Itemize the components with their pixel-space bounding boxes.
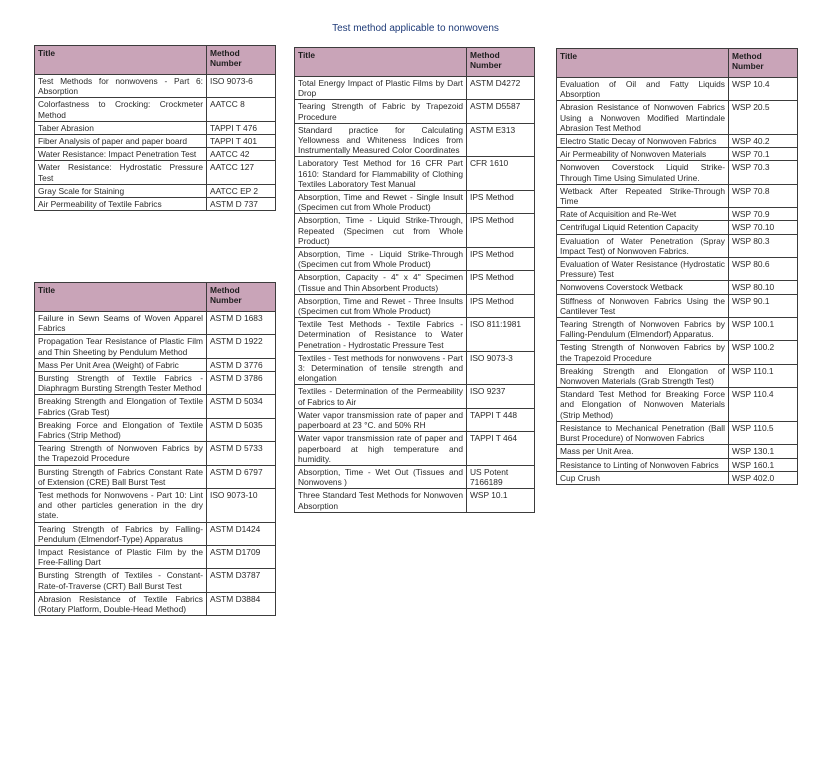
table-row	[35, 75, 276, 98]
table-row	[557, 458, 798, 471]
test-title-cell: Taber Abrasion	[35, 121, 207, 134]
test-title-cell: Absorption, Time and Rewet - Single Insult (Specimen cut from Whole Product)	[295, 191, 467, 214]
test-title-cell: Absorption, Time - Wet Out (Tissues and Nonwovens )	[295, 465, 467, 488]
table-row	[295, 77, 535, 100]
test-title-cell: Resistance to Linting of Nonwoven Fabrics	[557, 458, 729, 471]
table-row	[557, 294, 798, 317]
test-title-cell: Absorption, Capacity - 4" x 4" Specimen (Tissue and Thin Absorbent Products)	[295, 271, 467, 294]
test-title-cell: Resistance to Mechanical Penetration (Ball Burst Procedure) of Nonwoven Fabrics	[557, 421, 729, 444]
table-row	[35, 372, 276, 395]
table-row	[35, 135, 276, 148]
method-number-cell: WSP 10.1	[467, 489, 535, 512]
table-row	[295, 123, 535, 157]
table-row	[557, 258, 798, 281]
table-row	[557, 135, 798, 148]
table-row	[295, 465, 535, 488]
table-row	[557, 445, 798, 458]
table-row	[295, 294, 535, 317]
method-number-cell: AATCC EP 2	[207, 184, 276, 197]
method-number-cell: ASTM E313	[467, 123, 535, 157]
method-number-cell: ASTM D3787	[207, 569, 276, 592]
method-number-cell: WSP 130.1	[729, 445, 798, 458]
method-number-cell: AATCC 8	[207, 98, 276, 121]
method-table-2	[34, 282, 276, 616]
method-table-3	[294, 47, 535, 513]
method-number-cell: WSP 10.4	[729, 78, 798, 101]
table-row	[557, 78, 798, 101]
table-row	[557, 421, 798, 444]
method-number-cell: ASTM D1424	[207, 522, 276, 545]
test-title-cell: Air Permeability of Textile Fabrics	[35, 198, 207, 211]
test-title-cell: Nonwovens Coverstock Wetback	[557, 281, 729, 294]
method-header: Method Number	[207, 283, 276, 312]
method-number-cell: WSP 110.4	[729, 388, 798, 422]
table-row	[557, 184, 798, 207]
table-row	[557, 318, 798, 341]
table-row	[557, 208, 798, 221]
test-title-cell: Fiber Analysis of paper and paper board	[35, 135, 207, 148]
test-title-cell: Textiles - Test methods for nonwovens - Part 3: Determination of tensile strength and elongation	[295, 351, 467, 385]
test-title-cell: Cup Crush	[557, 471, 729, 484]
method-number-cell: ISO 811:1981	[467, 318, 535, 352]
table-row	[295, 157, 535, 191]
table-row	[295, 191, 535, 214]
method-number-cell: IPS Method	[467, 271, 535, 294]
method-number-cell: ASTM D1709	[207, 546, 276, 569]
test-title-cell: Total Energy Impact of Plastic Films by Dart Drop	[295, 77, 467, 100]
test-title-cell: Textile Test Methods - Textile Fabrics - Determination of Resistance to Water Penetration - Hydrostatic Pressure Test	[295, 318, 467, 352]
method-number-cell: WSP 80.6	[729, 258, 798, 281]
method-number-cell: ASTM D 1922	[207, 335, 276, 358]
table-row	[35, 358, 276, 371]
method-number-cell: WSP 40.2	[729, 135, 798, 148]
table-row	[35, 442, 276, 465]
method-number-cell: TAPPI T 464	[467, 432, 535, 466]
method-number-cell: IPS Method	[467, 191, 535, 214]
table-row	[35, 465, 276, 488]
table-row	[557, 471, 798, 484]
test-title-cell: Standard Test Method for Breaking Force and Elongation of Nonwoven Materials (Strip Method)	[557, 388, 729, 422]
table-row	[35, 198, 276, 211]
test-title-cell: Laboratory Test Method for 16 CFR Part 1610: Standard for Flammability of Clothing Textiles Laboratory Test Manual	[295, 157, 467, 191]
test-title-cell: Tearing Strength of Nonwoven Fabrics by Falling-Pendulum (Elmendorf) Apparatus.	[557, 318, 729, 341]
test-title-cell: Tearing Strength of Fabrics by Falling-Pendulum (Elmendorf-Type) Apparatus	[35, 522, 207, 545]
table-row	[295, 489, 535, 512]
method-number-cell: WSP 100.2	[729, 341, 798, 364]
method-number-cell: WSP 402.0	[729, 471, 798, 484]
table-row	[295, 432, 535, 466]
method-number-cell: WSP 70.3	[729, 161, 798, 184]
method-number-cell: IPS Method	[467, 248, 535, 271]
table-row	[557, 234, 798, 257]
method-number-cell: ASTM D3884	[207, 592, 276, 615]
test-title-cell: Nonwoven Coverstock Liquid Strike-Through Time Using Simulated Urine.	[557, 161, 729, 184]
table-row	[557, 161, 798, 184]
method-number-cell: TAPPI T 448	[467, 408, 535, 431]
test-title-cell: Evaluation of Water Resistance (Hydrostatic Pressure) Test	[557, 258, 729, 281]
table-row	[557, 221, 798, 234]
method-header: Method Number	[207, 46, 276, 75]
test-title-cell: Propagation Tear Resistance of Plastic Film and Thin Sheeting by Pendulum Method	[35, 335, 207, 358]
test-title-cell: Breaking Force and Elongation of Textile Fabrics (Strip Method)	[35, 418, 207, 441]
test-title-cell: Water vapor transmission rate of paper and paperboard at 23 °C. and 50% RH	[295, 408, 467, 431]
table-row	[295, 408, 535, 431]
method-number-cell: IPS Method	[467, 294, 535, 317]
test-title-cell: Abrasion Resistance of Nonwoven Fabrics Using a Nonwoven Modified Martindale Abrasion Test Method	[557, 101, 729, 135]
test-title-cell: Gray Scale for Staining	[35, 184, 207, 197]
test-title-cell: Bursting Strength of Textile Fabrics - Diaphragm Bursting Strength Tester Method	[35, 372, 207, 395]
table-row	[35, 98, 276, 121]
method-number-cell: WSP 80.10	[729, 281, 798, 294]
method-number-cell: ASTM D5587	[467, 100, 535, 123]
test-title-cell: Water vapor transmission rate of paper and paperboard at high temperature and humidity.	[295, 432, 467, 466]
method-number-cell: AATCC 42	[207, 148, 276, 161]
test-title-cell: Failure in Sewn Seams of Woven Apparel Fabrics	[35, 312, 207, 335]
table-row	[35, 546, 276, 569]
test-title-cell: Impact Resistance of Plastic Film by the Free-Falling Dart	[35, 546, 207, 569]
table-row	[295, 351, 535, 385]
test-title-cell: Tearing Strength of Fabric by Trapezoid Procedure	[295, 100, 467, 123]
table-row	[295, 100, 535, 123]
method-number-cell: WSP 70.10	[729, 221, 798, 234]
test-title-cell: Three Standard Test Methods for Nonwoven Absorption	[295, 489, 467, 512]
table-row	[35, 148, 276, 161]
method-number-cell: TAPPI T 401	[207, 135, 276, 148]
table-row	[35, 161, 276, 184]
test-title-cell: Textiles - Determination of the Permeability of Fabrics to Air	[295, 385, 467, 408]
table-row	[35, 121, 276, 134]
method-number-cell: AATCC 127	[207, 161, 276, 184]
table-row	[557, 148, 798, 161]
table-row	[557, 388, 798, 422]
test-title-cell: Test Methods for nonwovens - Part 6: Absorption	[35, 75, 207, 98]
test-title-cell: Water Resistance: Hydrostatic Pressure Test	[35, 161, 207, 184]
method-number-cell: IPS Method	[467, 214, 535, 248]
table-row	[557, 341, 798, 364]
method-number-cell: ASTM D 1683	[207, 312, 276, 335]
table-row	[295, 271, 535, 294]
table-row	[35, 489, 276, 523]
test-title-cell: Centrifugal Liquid Retention Capacity	[557, 221, 729, 234]
title-header: Title	[35, 283, 207, 312]
table-row	[295, 248, 535, 271]
method-number-cell: ASTM D4272	[467, 77, 535, 100]
method-number-cell: ASTM D 5035	[207, 418, 276, 441]
method-number-cell: WSP 110.5	[729, 421, 798, 444]
test-title-cell: Breaking Strength and Elongation of Nonwoven Materials (Grab Strength Test)	[557, 364, 729, 387]
test-title-cell: Evaluation of Oil and Fatty Liquids Absorption	[557, 78, 729, 101]
test-title-cell: Electro Static Decay of Nonwoven Fabrics	[557, 135, 729, 148]
method-number-cell: ASTM D 5034	[207, 395, 276, 418]
method-header: Method Number	[467, 48, 535, 77]
test-title-cell: Breaking Strength and Elongation of Textile Fabrics (Grab Test)	[35, 395, 207, 418]
test-title-cell: Absorption, Time - Liquid Strike-Through, Repeated (Specimen cut from Whole Product)	[295, 214, 467, 248]
method-header: Method Number	[729, 49, 798, 78]
table-row	[35, 592, 276, 615]
method-number-cell: WSP 70.9	[729, 208, 798, 221]
title-header: Title	[557, 49, 729, 78]
test-title-cell: Mass Per Unit Area (Weight) of Fabric	[35, 358, 207, 371]
test-title-cell: Air Permeability of Nonwoven Materials	[557, 148, 729, 161]
test-title-cell: Test methods for Nonwovens - Part 10: Lint and other particles generation in the dry state.	[35, 489, 207, 523]
test-title-cell: Rate of Acquisition and Re-Wet	[557, 208, 729, 221]
method-table-1	[34, 45, 276, 211]
page-title: Test method applicable to nonwovens	[332, 23, 499, 34]
test-title-cell: Water Resistance: Impact Penetration Test	[35, 148, 207, 161]
test-title-cell: Absorption, Time - Liquid Strike-Through (Specimen cut from Whole Product)	[295, 248, 467, 271]
test-title-cell: Stiffness of Nonwoven Fabrics Using the Cantilever Test	[557, 294, 729, 317]
method-table-4	[556, 48, 798, 485]
method-number-cell: ASTM D 3786	[207, 372, 276, 395]
method-number-cell: WSP 90.1	[729, 294, 798, 317]
method-number-cell: WSP 160.1	[729, 458, 798, 471]
table-row	[35, 418, 276, 441]
table-row	[35, 569, 276, 592]
method-number-cell: WSP 80.3	[729, 234, 798, 257]
method-number-cell: WSP 110.1	[729, 364, 798, 387]
method-number-cell: WSP 20.5	[729, 101, 798, 135]
method-number-cell: ISO 9073-6	[207, 75, 276, 98]
method-number-cell: ASTM D 737	[207, 198, 276, 211]
method-number-cell: ASTM D 5733	[207, 442, 276, 465]
test-title-cell: Abrasion Resistance of Textile Fabrics (Rotary Platform, Double-Head Method)	[35, 592, 207, 615]
table-row	[35, 395, 276, 418]
test-title-cell: Absorption, Time and Rewet - Three Insults (Specimen cut from Whole Product)	[295, 294, 467, 317]
test-title-cell: Evaluation of Water Penetration (Spray Impact Test) of Nonwoven Fabrics.	[557, 234, 729, 257]
method-number-cell: TAPPI T 476	[207, 121, 276, 134]
method-number-cell: ISO 9073-3	[467, 351, 535, 385]
table-row	[295, 318, 535, 352]
table-row	[557, 364, 798, 387]
method-number-cell: WSP 100.1	[729, 318, 798, 341]
test-title-cell: Standard practice for Calculating Yellowness and Whiteness Indices from Instrumentally Measured Color Coordinates	[295, 123, 467, 157]
method-number-cell: CFR 1610	[467, 157, 535, 191]
test-title-cell: Wetback After Repeated Strike-Through Time	[557, 184, 729, 207]
table-row	[35, 335, 276, 358]
test-title-cell: Tearing Strength of Nonwoven Fabrics by the Trapezoid Procedure	[35, 442, 207, 465]
test-title-cell: Colorfastness to Crocking: Crockmeter Method	[35, 98, 207, 121]
table-row	[35, 184, 276, 197]
method-number-cell: ISO 9073-10	[207, 489, 276, 523]
method-number-cell: ISO 9237	[467, 385, 535, 408]
method-number-cell: ASTM D 6797	[207, 465, 276, 488]
test-title-cell: Testing Strength of Nonwoven Fabrics by the Trapezoid Procedure	[557, 341, 729, 364]
method-number-cell: ASTM D 3776	[207, 358, 276, 371]
method-number-cell: WSP 70.8	[729, 184, 798, 207]
method-number-cell: US Potent 7166189	[467, 465, 535, 488]
test-title-cell: Mass per Unit Area.	[557, 445, 729, 458]
table-row	[557, 101, 798, 135]
method-number-cell: WSP 70.1	[729, 148, 798, 161]
title-header: Title	[295, 48, 467, 77]
test-title-cell: Bursting Strength of Textiles - Constant-Rate-of-Traverse (CRT) Ball Burst Test	[35, 569, 207, 592]
table-row	[557, 281, 798, 294]
table-row	[35, 312, 276, 335]
title-header: Title	[35, 46, 207, 75]
table-row	[35, 522, 276, 545]
table-row	[295, 214, 535, 248]
table-row	[295, 385, 535, 408]
test-title-cell: Bursting Strength of Fabrics Constant Rate of Extension (CRE) Ball Burst Test	[35, 465, 207, 488]
